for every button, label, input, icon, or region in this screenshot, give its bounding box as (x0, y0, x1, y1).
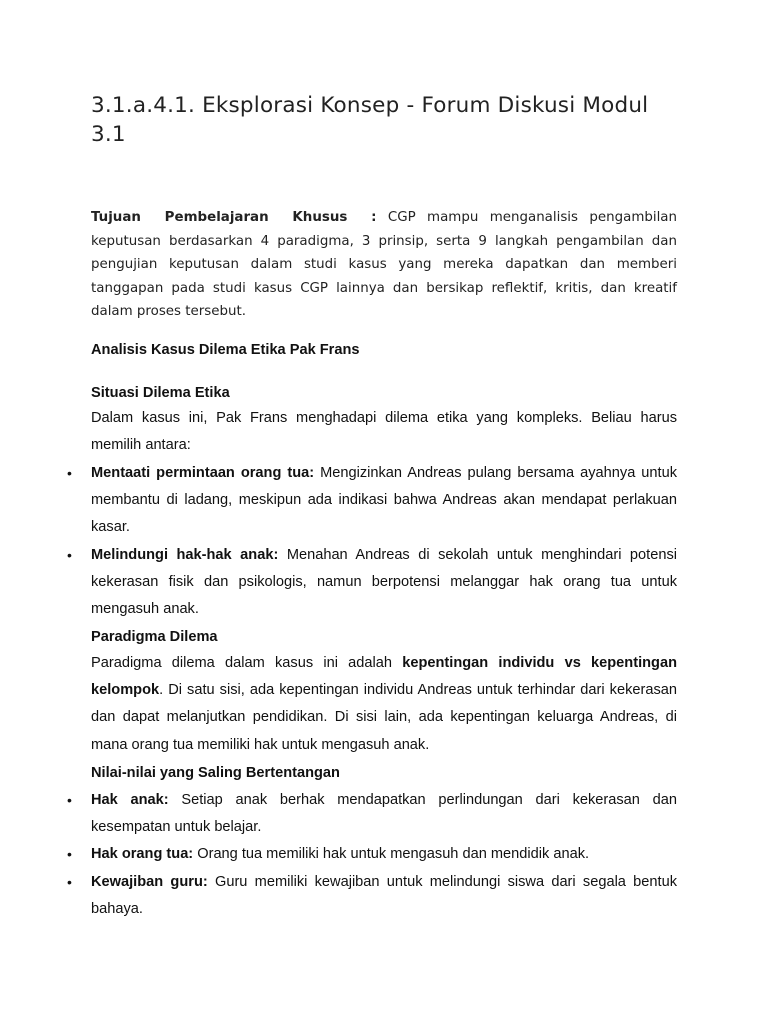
value-text: Guru memiliki kewajiban untuk melindungi siswa dari segala bentuk bahaya. (91, 873, 677, 917)
value-label: Hak anak: (91, 792, 169, 808)
list-item (91, 460, 677, 542)
objective-label: Tujuan Pembelajaran Khusus : (91, 210, 377, 225)
list-item (91, 869, 677, 923)
list-item (91, 542, 677, 624)
option-label: Melindungi hak-hak anak: (91, 546, 279, 563)
paradigm-text (91, 650, 677, 759)
learning-objective (91, 206, 677, 324)
value-text: Orang tua memiliki hak untuk mengasuh dan mendidik anak. (193, 846, 590, 863)
situation-heading: Situasi Dilema Etika (91, 385, 230, 401)
option-text: Menahan Andreas di sekolah untuk menghindari potensi kekerasan fisik dan psikologis, namun berpotensi melanggar hak orang tua untuk mengasuh anak. (91, 546, 677, 618)
page-title: 3.1.a.4.1. Eksplorasi Konsep - Forum Diskusi Modul 3.1 (91, 93, 649, 147)
paradigm-text-after: . Di satu sisi, ada kepentingan individu Andreas untuk terhindar dari kekerasan dan dapat melanjutkan pendidikan. Di sisi lain, ada kepentingan keluarga Andreas, di mana orang tua memiliki hak untuk mengasuh anak. (91, 682, 677, 753)
objective-text: CGP mampu menganalisis pengambilan keputusan berdasarkan 4 paradigma, 3 prinsip, serta 9 langkah pengambilan dan pengujian keputusan dalam studi kasus yang mereka dapatkan dan memberi tanggapan pada studi kasus CGP lainnya dan bersikap reflektif, kritis, dan kreatif dalam proses tersebut. (91, 210, 677, 319)
option-text: Mengizinkan Andreas pulang bersama ayahnya untuk membantu di ladang, meskipun ada indikasi bahwa Andreas akan mendapat perlakuan kasar. (91, 465, 677, 536)
values-heading: Nilai-nilai yang Saling Bertentangan (91, 765, 340, 781)
value-label: Kewajiban guru: (91, 873, 208, 890)
paradigm-heading: Paradigma Dilema (91, 629, 218, 645)
list-item (91, 787, 677, 841)
value-text: Setiap anak berhak mendapatkan perlindungan dari kekerasan dan kesempatan untuk belajar. (91, 792, 678, 836)
case-title: Analisis Kasus Dilema Etika Pak Frans (91, 342, 360, 358)
value-label: Hak orang tua: (91, 846, 194, 863)
list-item (91, 841, 677, 868)
option-label: Mentaati permintaan orang tua: (91, 465, 315, 481)
situation-options (91, 460, 677, 623)
situation-text: Dalam kasus ini, Pak Frans menghadapi dilema etika yang kompleks. Beliau harus memilih antara: (91, 410, 677, 454)
values-list (91, 787, 677, 923)
paradigm-text-before: Paradigma dilema dalam kasus ini adalah (91, 655, 403, 671)
paradigm-bold: kepentingan individu vs kepentingan kelompok (91, 655, 677, 699)
